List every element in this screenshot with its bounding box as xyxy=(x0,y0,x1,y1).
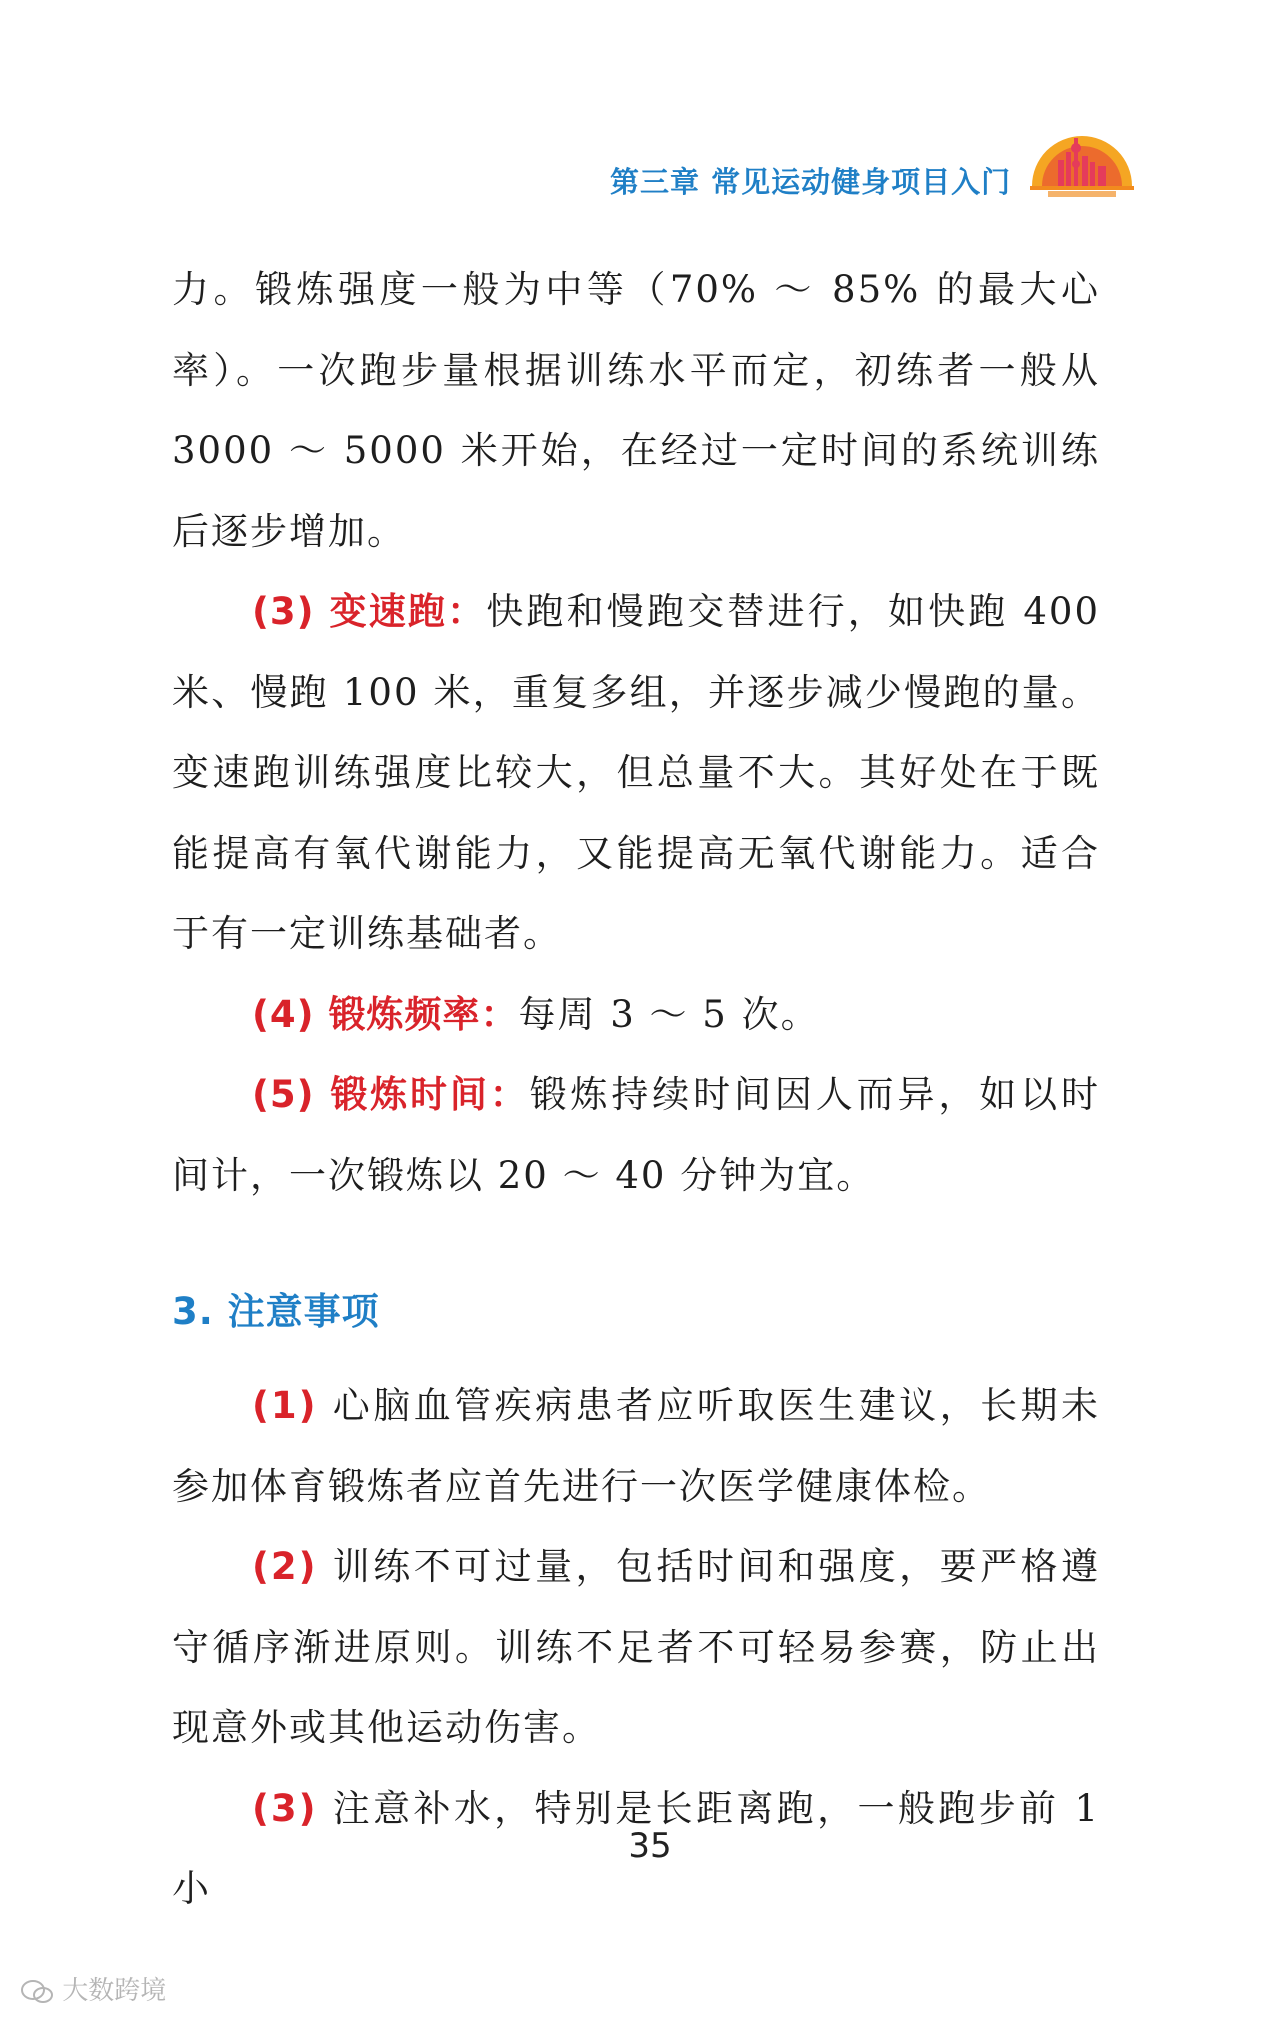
section-title: 3. 注意事项 xyxy=(172,1290,380,1333)
note-2-text: 训练不可过量，包括时间和强度，要严格遵守循序渐进原则。训练不足者不可轻易参赛，防止出现意外或其他运动伤害。 xyxy=(172,1545,1100,1749)
item-text-duration: 锻炼持续时间因人而异，如以时间计，一次锻炼以 20 ～ 40 分钟为宜。 xyxy=(172,1073,1100,1197)
item-text-frequency: 每周 3 ～ 5 次。 xyxy=(518,992,820,1036)
paragraph-intensity: 力。锻炼强度一般为中等（70% ～ 85% 的最大心率）。一次跑步量根据训练水平而定，初练者一般从 3000 ～ 5000 米开始，在经过一定时间的系统训练后逐步增加。 xyxy=(172,268,1100,553)
note-3-text: 注意补水，特别是长距离跑，一般跑步前 1 小 xyxy=(172,1786,1100,1910)
note-1-number: (1) xyxy=(252,1384,318,1427)
chapter-title: 第三章 常见运动健身项目入门 xyxy=(610,165,1012,199)
item-text-interval-run: 快跑和慢跑交替进行，如快跑 400 米、慢跑 100 米，重复多组，并逐步减少慢跑的量。变速跑训练强度比较大，但总量不大。其好处在于既能提高有氧代谢能力，又能提高无氧代谢能力。适合于有一定训练基础者。 xyxy=(172,590,1100,955)
item-label-interval-run: (3) 变速跑： xyxy=(252,590,487,633)
paragraph-interval-run xyxy=(172,572,1100,975)
note-1-text: 心脑血管疾病患者应听取医生建议，长期未参加体育锻炼者应首先进行一次医学健康体检。 xyxy=(172,1384,1100,1508)
wechat-watermark-icon xyxy=(20,1978,54,2006)
note-2 xyxy=(172,1527,1100,1769)
note-3-number: (3) xyxy=(252,1786,318,1830)
healthy-shanghai-logo xyxy=(1028,124,1136,200)
note-1 xyxy=(172,1366,1100,1527)
page-number: 35 xyxy=(628,1826,672,1866)
item-label-duration: (5) 锻炼时间： xyxy=(252,1073,530,1116)
item-label-frequency: (4) 锻炼频率： xyxy=(252,992,519,1036)
paragraph-duration xyxy=(172,1055,1100,1216)
paragraph-frequency xyxy=(172,975,1100,1056)
watermark xyxy=(20,1970,166,2007)
watermark-text: 大数跨境 xyxy=(62,1976,167,2006)
note-2-number: (2) xyxy=(252,1545,318,1588)
body-text xyxy=(172,250,1100,1930)
